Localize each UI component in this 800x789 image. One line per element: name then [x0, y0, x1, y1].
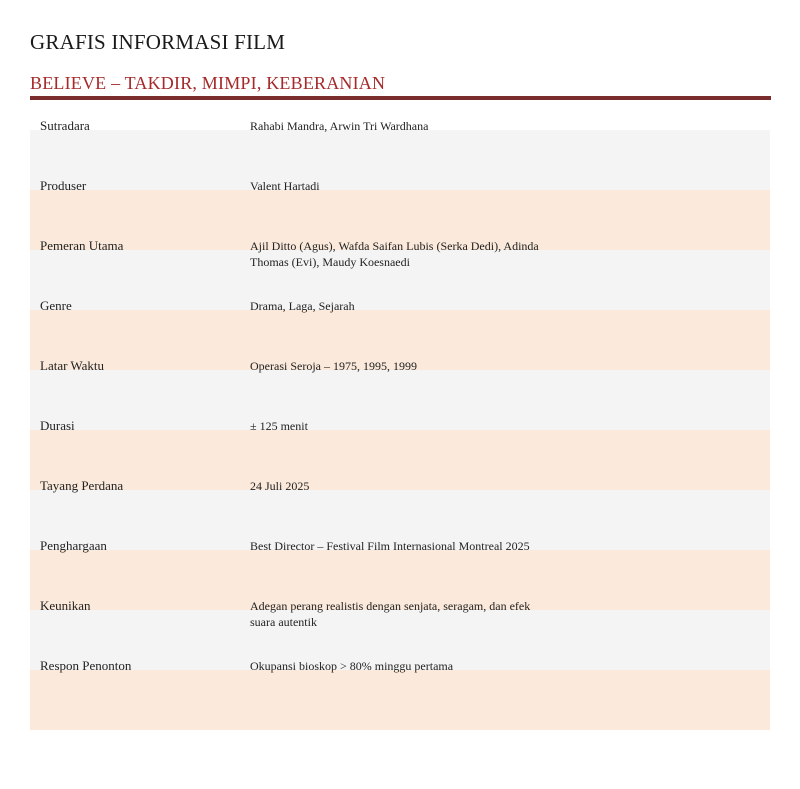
row-value: Ajil Ditto (Agus), Wafda Saifan Lubis (Serka Dedi), Adinda Thomas (Evi), Maudy Koesnaedi [250, 239, 539, 269]
row-value: Adegan perang realistis dengan senjata, seragam, dan efek suara autentik [250, 599, 531, 629]
info-row-audience [30, 658, 770, 718]
row-label: Tayang Perdana [40, 478, 124, 493]
row-label: Latar Waktu [40, 358, 105, 373]
info-row-genre [30, 298, 770, 358]
info-row-awards [30, 538, 770, 598]
info-row-producer [30, 178, 770, 238]
info-row-uniqueness [30, 598, 770, 658]
row-label: Keunikan [40, 598, 91, 613]
row-label: Sutradara [40, 118, 90, 133]
row-value: Rahabi Mandra, Arwin Tri Wardhana [250, 119, 429, 133]
film-info-table [30, 118, 770, 718]
info-row-director [30, 118, 770, 178]
info-row-premiere [30, 478, 770, 538]
row-label: Produser [40, 178, 87, 193]
film-title: BELIEVE – TAKDIR, MIMPI, KEBERANIAN [30, 73, 386, 93]
title-divider [30, 96, 771, 100]
info-row-duration [30, 418, 770, 478]
info-row-setting [30, 358, 770, 418]
row-label: Genre [40, 298, 72, 313]
page-title: GRAFIS INFORMASI FILM [30, 30, 286, 54]
row-label: Pemeran Utama [40, 238, 124, 253]
row-label: Respon Penonton [40, 658, 132, 673]
row-value: 24 Juli 2025 [250, 479, 310, 493]
row-value: Valent Hartadi [250, 179, 320, 193]
row-value: Drama, Laga, Sejarah [250, 299, 355, 313]
row-value: Best Director – Festival Film Internasional Montreal 2025 [250, 539, 530, 553]
row-value: Operasi Seroja – 1975, 1995, 1999 [250, 359, 417, 373]
row-label: Penghargaan [40, 538, 107, 553]
info-row-cast [30, 238, 770, 298]
row-value: Okupansi bioskop > 80% minggu pertama [250, 659, 454, 673]
row-label: Durasi [40, 418, 75, 433]
row-value: ± 125 menit [250, 419, 308, 433]
